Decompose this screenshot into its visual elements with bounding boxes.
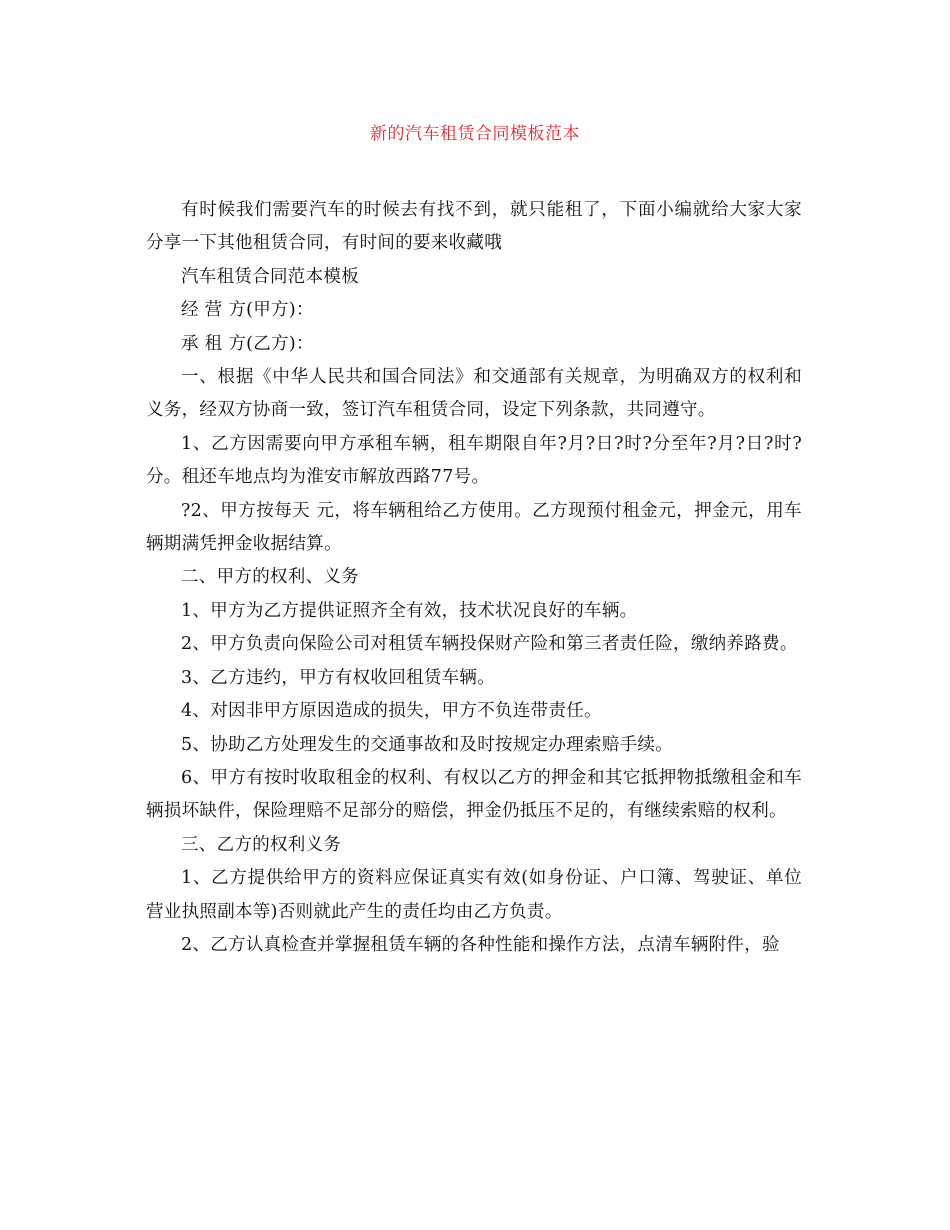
paragraph-clause-3-2: 2、乙方认真检查并掌握租赁车辆的各种性能和操作方法，点清车辆附件，验 bbox=[181, 934, 780, 955]
paragraph-clause-2-6: 6、甲方有按时收取租金的权利、有权以乙方的押金和其它抵押物抵缴租金和车辆损坏缺件，保险理赔不足部分的赔偿，押金仍抵压不足的，有继续索赔的权利。 bbox=[146, 767, 802, 822]
paragraph-clause-2-3: 3、乙方违约，甲方有权收回租赁车辆。 bbox=[181, 667, 496, 688]
paragraph-contract-heading: 汽车租赁合同范本模板 bbox=[181, 266, 359, 287]
paragraph-clause-2-4: 4、对因非甲方原因造成的损失，甲方不负连带责任。 bbox=[181, 701, 602, 722]
paragraph-section-2: 二、甲方的权利、义务 bbox=[181, 567, 359, 588]
paragraph-party-a: 经 营 方(甲方)： bbox=[181, 300, 314, 321]
paragraph-clause-3-1: 1、乙方提供给甲方的资料应保证真实有效(如身份证、户口簿、驾驶证、单位营业执照副本等)否则就此产生的责任均由乙方负责。 bbox=[146, 868, 802, 922]
document-title: 新的汽车租赁合同模板范本 bbox=[370, 124, 580, 144]
paragraph-clause-2-2: 2、甲方负责向保险公司对租赁车辆投保财产险和第三者责任险，缴纳养路费。 bbox=[181, 634, 798, 655]
paragraph-intro: 有时候我们需要汽车的时候去有找不到，就只能租了，下面小编就给大家大家分享一下其他租赁合同，有时间的要来收藏哦 bbox=[146, 200, 802, 254]
paragraph-clause-1-1: 1、乙方因需要向甲方承租车辆，租车期限自年?月?日?时?分至年?月?日?时?分。租还车地点均为淮安市解放西路77号。 bbox=[146, 433, 802, 488]
paragraph-clause-2-5: 5、协助乙方处理发生的交通事故和及时按规定办理索赔手续。 bbox=[181, 734, 674, 755]
document-body bbox=[146, 194, 802, 962]
paragraph-section-1: 一、根据《中华人民共和国合同法》和交通部有关规章，为明确双方的权利和义务，经双方协商一致，签订汽车租赁合同，设定下列条款，共同遵守。 bbox=[146, 367, 802, 421]
paragraph-section-3: 三、乙方的权利义务 bbox=[181, 834, 342, 855]
paragraph-clause-2-1: 1、甲方为乙方提供证照齐全有效，技术状况良好的车辆。 bbox=[181, 600, 638, 621]
paragraph-clause-1-2: ?2、甲方按每天 元，将车辆租给乙方使用。乙方现预付租金元，押金元，用车辆期满凭押金收据结算。 bbox=[146, 500, 802, 555]
paragraph-party-b: 承 租 方(乙方)： bbox=[181, 333, 314, 354]
